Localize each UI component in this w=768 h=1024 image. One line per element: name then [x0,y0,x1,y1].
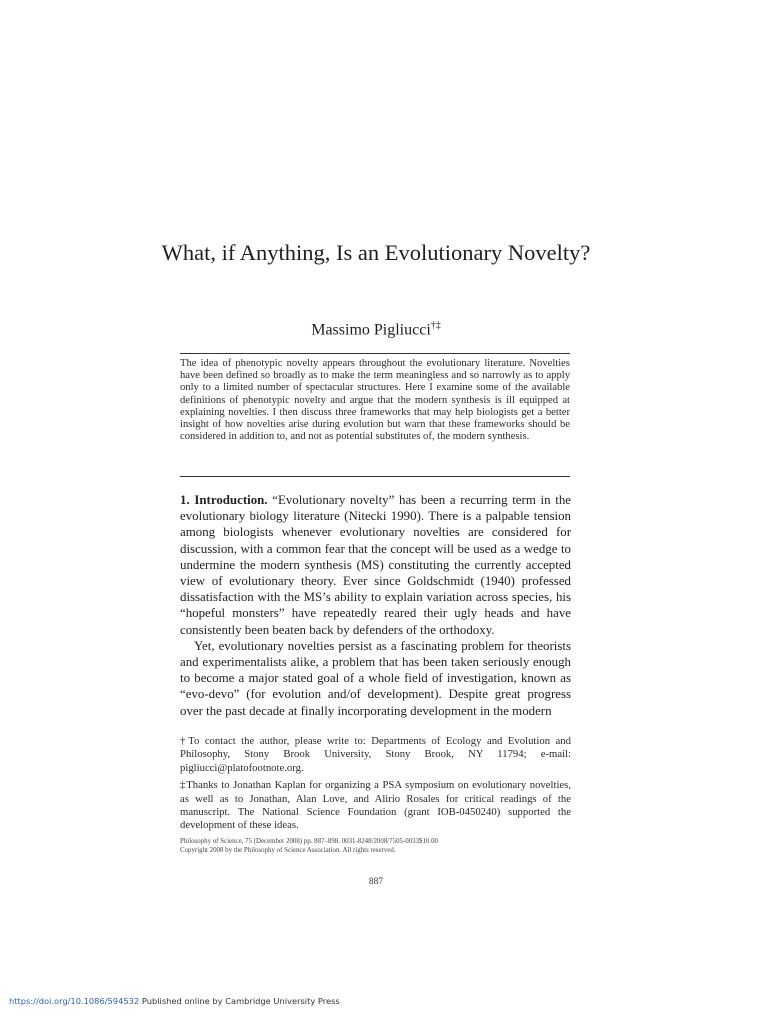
article-title: What, if Anything, Is an Evolutionary Novelty? [161,240,591,265]
author-name: Massimo Pigliucci [311,321,431,339]
author-line [150,316,602,340]
section-heading: 1. Introduction. [180,493,268,507]
abstract-bottom-rule [180,476,570,477]
abstract: The idea of phenotypic novelty appears throughout the evolutionary literature. Novelties have been defined so broadly as to make the term meaningless and so narrowly as to apply only to a limited number of spectacular structures. Here I examine some of the available definitions of phenotypic novelty and argue that the modern synthesis is ill equipped at explaining novelties. I then discuss three frameworks that may help biologists get a better insight of how novelties arise during evolution but warn that these frameworks should be considered in addition to, and not as potential substitutes of, the modern synthesis. [180,358,570,443]
intro-paragraph-1-text: “Evolutionary novelty” has been a recurring term in the evolutionary biology literature (Nitecki 1990). There is a palpable tension among biologists whenever evolutionary novelties are considered for discussion, with a common fear that the concept will be used as a wedge to undermine the modern synthesis (MS) constituting the currently accepted view of evolutionary theory. Ever since Goldschmidt (1940) professed dissatisfaction with the MS’s ability to explain variation across species, his “hopeful monsters” have repeatedly reared their ugly heads and have consistently been beaten back by defenders of the orthodoxy. [180,493,571,637]
published-online-text: Published online by Cambridge University Press [139,996,340,1006]
journal-info [180,837,571,855]
footnote-contact: †To contact the author, please write to: Departments of Ecology and Evolution and Philosophy, Stony Brook University, Stony Brook, NY 11794; e-mail: pigliucci@platofootnote.org. [180,735,571,774]
footer-bar [9,996,340,1007]
abstract-top-rule [180,353,570,354]
intro-paragraph-1 [180,492,571,638]
footnotes [180,735,571,837]
journal-copyright: Copyright 2008 by the Philosophy of Science Association. All rights reserved. [180,847,396,854]
page-number: 887 [368,877,384,887]
author-footnote-marks: †‡ [430,320,441,331]
footnote-acknowledgments: ‡Thanks to Jonathan Kaplan for organizing a PSA symposium on evolutionary novelties, as well as to Jonathan, Alan Love, and Alirio Rosales for critical readings of the manuscript. The National Science Foundation (grant IOB-0450240) supported the development of these ideas. [180,779,571,832]
body-text [180,492,571,719]
intro-paragraph-2: Yet, evolutionary novelties persist as a fascinating problem for theorists and experimentalists alike, a problem that has been taken seriously enough to become a major stated goal of a whole field of investigation, known as “evo-devo” (for evolution and/of development). Despite great progress over the past decade at finally incorporating development in the modern [180,638,571,718]
journal-citation: Philosophy of Science, 75 (December 2008) pp. 887–898. 0031-8248/2008/7505-0033$10.00 [180,838,438,845]
doi-link[interactable]: https://doi.org/10.1086/594532 [9,996,140,1006]
